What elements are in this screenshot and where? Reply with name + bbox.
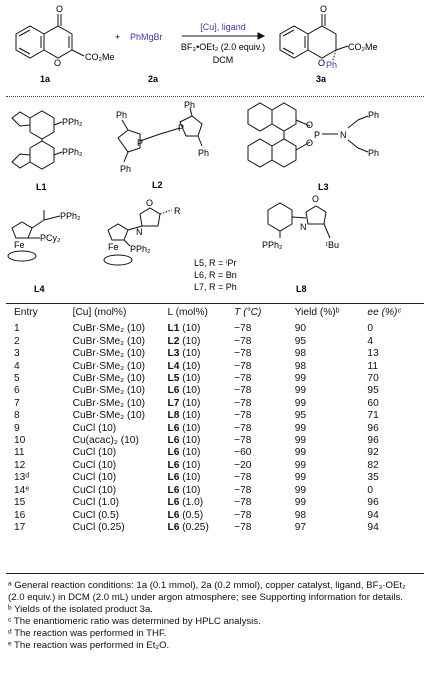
l3-o-1: O [306,120,314,130]
cell-ee: 82 [367,459,379,471]
cell-yield: 99 [294,484,307,496]
cell-ee: 70 [367,373,379,385]
cell-ee: 35 [367,472,379,484]
cell-entry: 14ᵉ [14,484,30,496]
ligand-loading: (10) [179,360,201,372]
table-row [8,348,424,360]
header-ee: ee (%)ᶜ [367,307,402,318]
footnote-e: ᵉ The reaction was performed in Et₂O. [8,640,170,651]
ligand-id: L6 [167,509,180,521]
cell-copper: CuCl (10) [72,459,117,471]
cell-ligand [168,336,235,348]
compound-2a-label: 2a [148,74,159,84]
substrate-ester-label: CO₂Me [85,52,115,62]
cell-ligand [168,460,235,472]
l2-ph-3: Ph [184,100,196,110]
table-top-rule [6,303,424,304]
cell-copper: CuCl (10) [72,484,117,496]
ligand-l3-label: L3 [318,182,329,192]
table-row [8,423,424,435]
ligand-l4-label: L4 [34,284,45,294]
cell-temperature: −78 [234,410,252,422]
cell-temperature: −20 [234,459,252,471]
condition-additive: BF₃•OEt₂ (2.0 equiv.) [180,42,266,52]
ligand-l1-label: L1 [36,182,47,192]
cell-ee: 13 [367,348,379,360]
ligand-loading: (10) [179,348,201,360]
l1-pph2-top: PPh₂ [62,117,83,127]
cell-ee: 94 [367,521,379,533]
cell-ligand [168,385,235,397]
l8-tbu: ᵗBu [326,240,339,250]
cell-ee: 92 [367,447,379,459]
l8-n: N [300,222,307,232]
ligand-id: L3 [167,348,180,360]
ligand-loading: (0.5) [179,509,204,521]
cell-ligand [168,361,235,373]
table-row [8,447,424,459]
cell-copper: CuBr·SMe₂ (10) [72,410,146,422]
l3-o-2: O [306,138,314,148]
cell-yield: 99 [294,459,307,471]
cell-copper: CuBr·SMe₂ (10) [72,397,146,409]
product-phenyl-label: Ph [326,60,338,70]
ligand-loading: (10) [179,323,201,335]
cell-copper: CuBr·SMe₂ (10) [72,348,146,360]
cell-yield: 99 [294,373,307,385]
ligand-id: L6 [167,521,180,533]
l3-ph-2: Ph [368,148,380,158]
ligand-loading: (10) [179,422,201,434]
cell-ee: 71 [367,410,379,422]
cell-yield: 99 [294,385,307,397]
cell-ee: 94 [367,509,379,521]
ligand-id: L2 [167,335,180,347]
cell-copper: CuCl (0.25) [72,521,125,533]
cell-copper: CuCl (10) [72,447,117,459]
ligand-loading: (10) [179,335,201,347]
l8-pph2: PPh₂ [262,240,283,250]
ligand-loading: (10) [179,447,201,459]
table-row [8,485,424,497]
ligand-structures [0,98,430,298]
cell-copper: CuBr·SMe₂ (10) [72,360,146,372]
cell-ligand [168,373,235,385]
table-row [8,361,424,373]
cell-copper: CuCl (10) [72,472,117,484]
cell-temperature: −78 [234,521,252,533]
cell-yield: 98 [294,360,307,372]
table-row [8,410,424,422]
cell-entry: 8 [14,410,20,422]
cell-yield: 99 [294,422,307,434]
cell-yield: 95 [294,335,307,347]
compound-3a-label: 3a [316,74,327,84]
svg-text:O: O [320,4,328,14]
ligand-id: L5 [167,373,180,385]
cell-entry: 10 [14,435,26,447]
cell-entry: 12 [14,459,26,471]
l2-p-2: P [178,123,185,133]
ligand-loading: (10) [179,472,201,484]
cell-temperature: −78 [234,385,252,397]
cell-yield: 99 [294,447,307,459]
scheme-divider [6,96,424,97]
reaction-scheme [0,0,430,96]
product-ester-label: CO₂Me [348,42,378,52]
cell-yield: 98 [294,348,307,360]
l4-fe: Fe [14,240,25,250]
plus-sign: + [115,32,121,42]
cell-entry: 1 [14,323,20,335]
cell-entry: 5 [14,373,20,385]
header-yield: Yield (%)ᵇ [294,307,340,318]
cell-ee: 11 [367,360,378,372]
l567-n: N [136,227,143,237]
cell-ligand [168,323,235,335]
cell-ligand [168,497,235,509]
header-entry: Entry [14,307,38,318]
table-header-row [8,305,424,323]
svg-text:O: O [56,4,64,14]
cell-yield: 98 [294,509,307,521]
ligand-loading: (10) [179,385,201,397]
cell-ee: 4 [367,335,374,347]
cell-entry: 6 [14,385,20,397]
table-footnotes [8,580,420,652]
grignard-reagent: PhMgBr [130,32,163,42]
ligand-id: L6 [167,447,180,459]
header-cu: [Cu] (mol%) [72,307,127,318]
cell-entry: 9 [14,422,20,434]
ligand-loading: (1.0) [179,497,204,509]
ligand-id: L6 [167,497,180,509]
ligand-id: L4 [167,360,180,372]
l8-o: O [312,194,320,204]
cell-ee: 60 [367,397,379,409]
ligand-l5-label: L5, R = ⁱPr [194,258,237,268]
cell-temperature: −78 [234,360,252,372]
table-row [8,323,424,335]
cell-entry: 11 [14,447,25,459]
l4-pcy2: PCy₂ [40,233,61,243]
results-table [8,305,424,534]
ligand-loading: (10) [179,484,201,496]
l567-fe: Fe [108,242,119,252]
cell-ligand [168,522,235,534]
cell-temperature: −78 [234,497,252,509]
svg-text:O: O [318,58,326,68]
cell-temperature: −78 [234,348,252,360]
cell-temperature: −78 [234,472,252,484]
l3-n: N [340,130,347,140]
ligand-id: L8 [167,410,180,422]
cell-copper: CuCl (10) [72,422,117,434]
cell-ligand [168,398,235,410]
cell-entry: 4 [14,360,20,372]
ligand-l6-label: L6, R = Bn [194,270,237,280]
ligand-id: L6 [167,459,180,471]
cell-ligand [168,348,235,360]
cell-entry: 17 [14,521,26,533]
ligand-loading: (10) [179,410,201,422]
cell-ee: 96 [367,497,379,509]
ligand-id: L7 [167,397,180,409]
footnote-a: ᵃ General reaction conditions: 1a (0.1 mmol), 2a (0.2 mmol), copper catalyst, ligand, BF₃·OEt₂ (2.0 equiv.) in DCM (2.0 mL) under argon atmosphere; see Supporting information for details. [8,580,406,603]
cell-yield: 99 [294,472,307,484]
cell-ligand [168,423,235,435]
cell-temperature: −60 [234,447,252,459]
ligand-l8-label: L8 [296,284,307,294]
ligand-loading: (10) [179,397,201,409]
l1-pph2-bottom: PPh₂ [62,147,83,157]
l3-p: P [314,130,321,140]
compound-1a-label: 1a [40,74,51,84]
cell-copper: Cu(acac)₂ (10) [72,435,139,447]
cell-entry: 7 [14,397,20,409]
cell-copper: CuBr·SMe₂ (10) [72,385,146,397]
cell-entry: 16 [14,509,26,521]
cell-ligand [168,435,235,447]
cell-ee: 96 [367,422,379,434]
table-row [8,336,424,348]
cell-ee: 0 [367,323,374,335]
header-ligand: L (mol%) [167,307,208,318]
cell-ee: 0 [367,484,374,496]
cell-ee: 96 [367,435,379,447]
table-row [8,472,424,484]
l2-p-1: P [137,138,144,148]
l4-pph2: PPh₂ [60,211,81,221]
ligand-id: L6 [167,422,180,434]
cell-copper: CuBr·SMe₂ (10) [72,373,146,385]
cell-yield: 99 [294,397,307,409]
cell-ligand [168,510,235,522]
ring-o-label: O [54,58,62,68]
cell-ligand [168,447,235,459]
cell-ee: 95 [367,385,379,397]
cell-temperature: −78 [234,435,252,447]
cell-entry: 15 [14,497,26,509]
table-row [8,398,424,410]
cell-entry: 3 [14,348,20,360]
cell-yield: 99 [294,435,307,447]
l2-ph-1: Ph [116,110,128,120]
l2-ph-4: Ph [198,148,210,158]
ligand-id: L1 [167,323,180,335]
cell-entry: 13ᵈ [14,472,30,484]
footnote-c: ᶜ The enantiomeric ratio was determined by HPLC analysis. [8,616,261,627]
ligand-loading: (10) [179,435,201,447]
cell-temperature: −78 [234,323,252,335]
ligand-l7-label: L7, R = Ph [194,282,237,292]
footnote-b: ᵇ Yields of the isolated product 3a. [8,604,153,615]
cell-entry: 2 [14,335,20,347]
header-temperature: T (°C) [234,307,262,318]
cell-copper: CuBr·SMe₂ (10) [72,323,146,335]
cell-copper: CuBr·SMe₂ (10) [72,335,146,347]
cell-temperature: −78 [234,484,252,496]
l2-ph-2: Ph [120,164,132,174]
ligand-id: L6 [167,435,180,447]
cell-temperature: −78 [234,373,252,385]
table-row [8,497,424,509]
cell-temperature: −78 [234,397,252,409]
l567-pph2: PPh₂ [130,244,151,254]
cell-temperature: −78 [234,335,252,347]
ligand-loading: (10) [179,459,201,471]
ligand-id: L6 [167,472,180,484]
cell-yield: 97 [294,521,307,533]
cell-yield: 95 [294,410,307,422]
table-row [8,435,424,447]
ligand-id: L6 [167,385,180,397]
table-row [8,510,424,522]
ligand-loading: (10) [179,373,201,385]
cell-yield: 99 [294,497,307,509]
cell-yield: 90 [294,323,307,335]
ligand-l2-label: L2 [152,180,163,190]
l567-r: R [174,206,181,216]
condition-solvent: DCM [212,55,234,65]
table-bottom-rule [6,573,424,574]
table-row [8,460,424,472]
cell-copper: CuCl (1.0) [72,497,120,509]
cell-ligand [168,472,235,484]
cell-copper: CuCl (0.5) [72,509,120,521]
table-row [8,385,424,397]
table-row [8,522,424,534]
cell-ligand [168,410,235,422]
cell-temperature: −78 [234,509,252,521]
cell-temperature: −78 [234,422,252,434]
l3-ph-1: Ph [368,110,380,120]
footnote-d: ᵈ The reaction was performed in THF. [8,628,167,639]
ligand-id: L6 [167,484,180,496]
table-row [8,373,424,385]
cell-ligand [168,485,235,497]
l567-o: O [146,198,154,208]
ligand-loading: (0.25) [179,521,209,533]
condition-catalyst: [Cu], ligand [200,22,246,32]
